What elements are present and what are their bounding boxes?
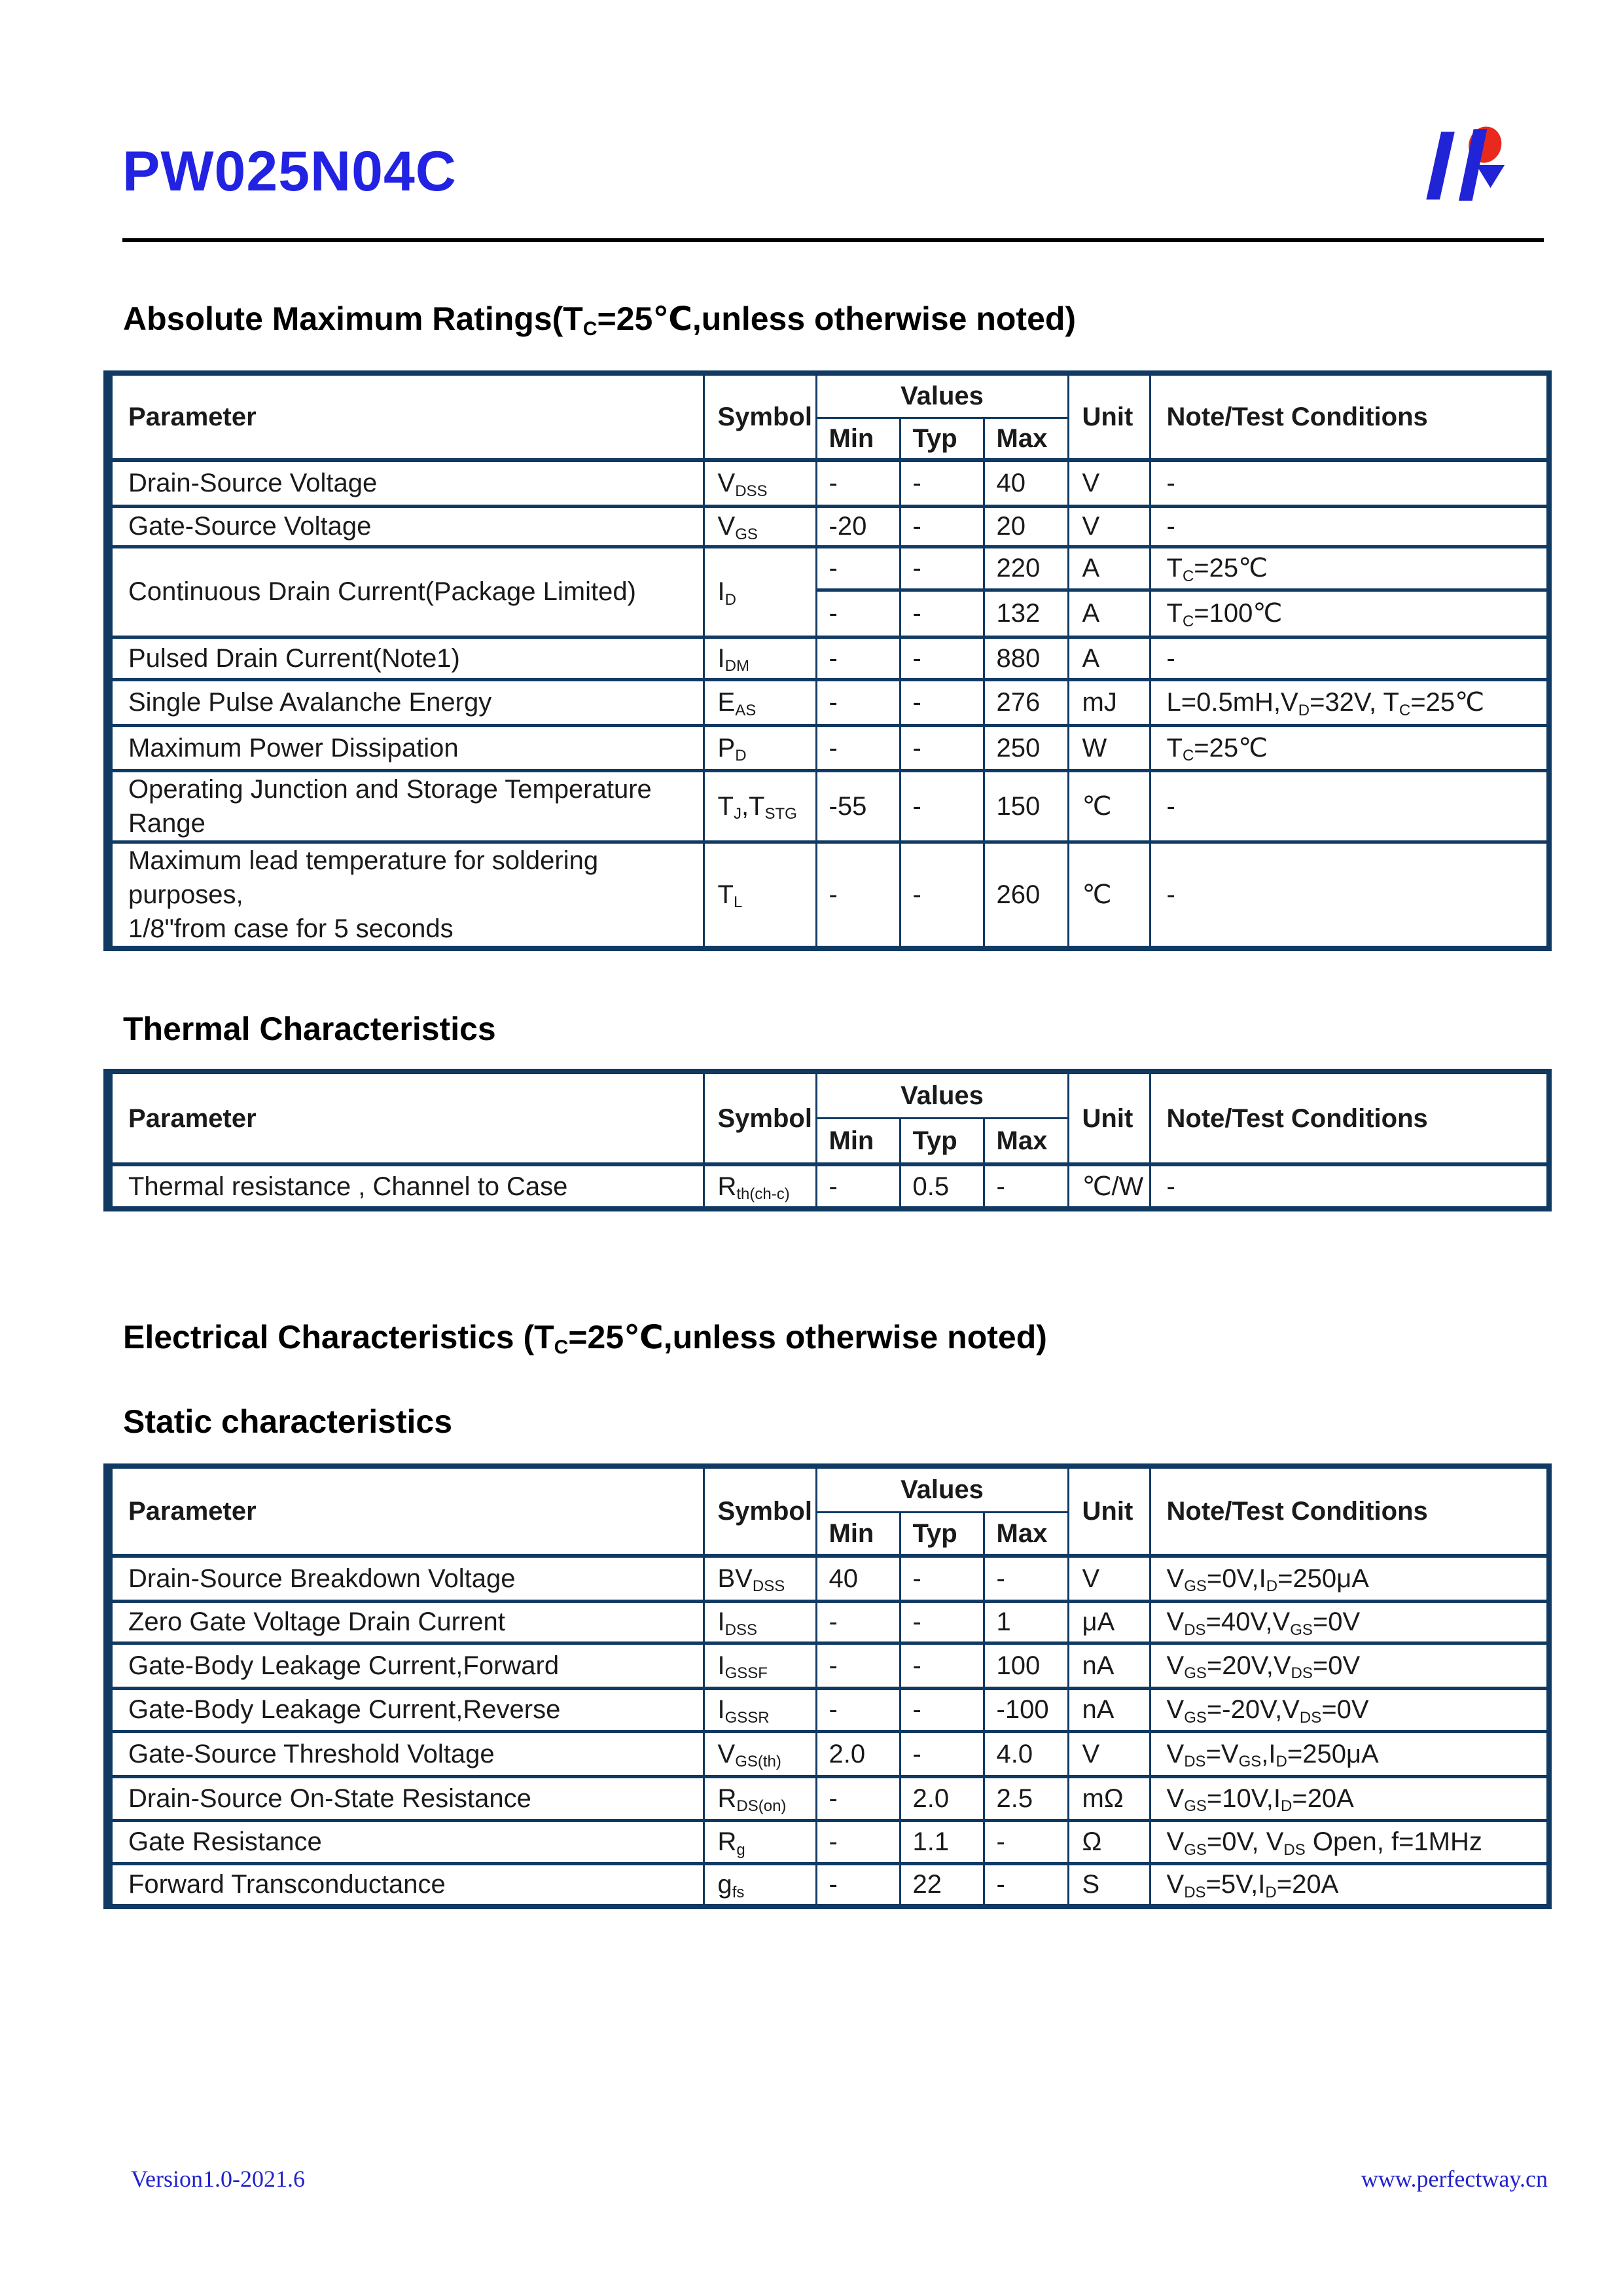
logo-blue-bar-1 xyxy=(1426,132,1454,199)
section-heading-electrical-characteristics: Electrical Characteristics ($T_C=25℃,unless$ otherwise noted) xyxy=(123,1319,1047,1359)
header-max: Max xyxy=(984,1118,1068,1164)
cell-typ: - xyxy=(900,460,984,506)
table-row xyxy=(108,1731,1549,1776)
cell-typ: - xyxy=(900,770,984,842)
cell-note: $V_{GS}=-20V,V_{DS}=0V$ xyxy=(1150,1688,1549,1731)
cell-param: Drain-Source Voltage xyxy=(108,460,704,506)
cell-sym: $I_{GSSR}$ xyxy=(704,1688,816,1731)
header-divider xyxy=(122,238,1544,242)
cell-min: - xyxy=(816,1164,900,1209)
cell-unit: V xyxy=(1068,460,1150,506)
table-row xyxy=(108,679,1549,725)
header-typ: Typ xyxy=(900,1118,984,1164)
cell-typ: - xyxy=(900,679,984,725)
cell-unit: mJ xyxy=(1068,679,1150,725)
cell-unit: A xyxy=(1068,590,1150,637)
cell-min: - xyxy=(816,1601,900,1643)
cell-typ: - xyxy=(900,1688,984,1731)
cell-sym: $g_{fs}$ xyxy=(704,1863,816,1907)
cell-note: $V_{GS}=0V$, $V_{DS}$ Open, f=1MHz xyxy=(1150,1820,1549,1863)
cell-typ: - xyxy=(900,842,984,948)
cell-typ: - xyxy=(900,506,984,547)
cell-param: Maximum Power Dissipation xyxy=(108,725,704,770)
cell-sym: $T_J,T_{STG}$ xyxy=(704,770,816,842)
cell-param: Drain-Source On-State Resistance xyxy=(108,1776,704,1820)
cell-note: - xyxy=(1150,460,1549,506)
cell-typ: - xyxy=(900,547,984,590)
cell-min: - xyxy=(816,1643,900,1688)
table-row xyxy=(108,637,1549,679)
cell-unit: nA xyxy=(1068,1643,1150,1688)
table-row xyxy=(108,1556,1549,1601)
cell-param: Pulsed Drain Current(Note1) xyxy=(108,637,704,679)
cell-min: - xyxy=(816,460,900,506)
cell-note: $V_{DS}=40V,V_{GS}=0V$ xyxy=(1150,1601,1549,1643)
table-row xyxy=(108,1776,1549,1820)
cell-note: $T_C=25℃$ xyxy=(1150,725,1549,770)
header-typ: Typ xyxy=(900,1512,984,1556)
cell-param: Gate-Body Leakage Current,Reverse xyxy=(108,1688,704,1731)
cell-sym: $BV_{DSS}$ xyxy=(704,1556,816,1601)
header-unit: Unit xyxy=(1068,373,1150,460)
cell-param: Single Pulse Avalanche Energy xyxy=(108,679,704,725)
cell-param: Operating Junction and Storage Temperature Range xyxy=(108,770,704,842)
cell-min: - xyxy=(816,547,900,590)
cell-max: - xyxy=(984,1863,1068,1907)
header-values: Values xyxy=(816,373,1068,418)
header-unit: Unit xyxy=(1068,1466,1150,1556)
cell-max: - xyxy=(984,1556,1068,1601)
table-row xyxy=(108,460,1549,506)
cell-sym: $I_{DSS}$ xyxy=(704,1601,816,1643)
cell-param: Gate Resistance xyxy=(108,1820,704,1863)
cell-min: - xyxy=(816,679,900,725)
cell-typ: - xyxy=(900,590,984,637)
header-values: Values xyxy=(816,1071,1068,1118)
cell-max: 20 xyxy=(984,506,1068,547)
header-symbol: Symbol xyxy=(704,1071,816,1164)
cell-typ: - xyxy=(900,1731,984,1776)
table-row xyxy=(108,1863,1549,1907)
cell-min: - xyxy=(816,1776,900,1820)
header-min: Min xyxy=(816,418,900,460)
cell-max: 100 xyxy=(984,1643,1068,1688)
cell-max: 276 xyxy=(984,679,1068,725)
cell-param: Gate-Source Voltage xyxy=(108,506,704,547)
cell-note: $L=0.5mH,V_D=32V$, $T_C=25℃$ xyxy=(1150,679,1549,725)
cell-max: 132 xyxy=(984,590,1068,637)
cell-param: Zero Gate Voltage Drain Current xyxy=(108,1601,704,1643)
cell-unit: Ω xyxy=(1068,1820,1150,1863)
cell-unit: ℃ xyxy=(1068,842,1150,948)
cell-note: $V_{GS}=0V,I_D=250\mu A$ xyxy=(1150,1556,1549,1601)
cell-max: 220 xyxy=(984,547,1068,590)
cell-note: - xyxy=(1150,842,1549,948)
cell-min: - xyxy=(816,725,900,770)
header-note: Note/Test Conditions xyxy=(1150,1466,1549,1556)
cell-unit: S xyxy=(1068,1863,1150,1907)
cell-typ: - xyxy=(900,637,984,679)
cell-max: -100 xyxy=(984,1688,1068,1731)
cell-min: - xyxy=(816,842,900,948)
cell-typ: 2.0 xyxy=(900,1776,984,1820)
cell-note: $V_{DS}=V_{GS},I_D=250\mu A$ xyxy=(1150,1731,1549,1776)
cell-note: $V_{GS}=20V,V_{DS}=0V$ xyxy=(1150,1643,1549,1688)
cell-max: 40 xyxy=(984,460,1068,506)
thermal-characteristics-table xyxy=(103,1069,1552,1211)
header-unit: Unit xyxy=(1068,1071,1150,1164)
header-symbol: Symbol xyxy=(704,373,816,460)
header-parameter: Parameter xyxy=(108,373,704,460)
cell-sym: $R_{DS(on)}$ xyxy=(704,1776,816,1820)
table-row xyxy=(108,506,1549,547)
cell-min: - xyxy=(816,637,900,679)
cell-typ: - xyxy=(900,1601,984,1643)
cell-typ: - xyxy=(900,1556,984,1601)
header-parameter: Parameter xyxy=(108,1071,704,1164)
table-row xyxy=(108,770,1549,842)
logo-blue-triangle xyxy=(1476,165,1505,188)
cell-min: - xyxy=(816,1820,900,1863)
cell-param: Gate-Body Leakage Current,Forward xyxy=(108,1643,704,1688)
cell-sym: $R_{th(ch-c)}$ xyxy=(704,1164,816,1209)
cell-note: $V_{GS}=10V,I_D=20A$ xyxy=(1150,1776,1549,1820)
cell-min: - xyxy=(816,590,900,637)
cell-max: - xyxy=(984,1164,1068,1209)
cell-max: 2.5 xyxy=(984,1776,1068,1820)
header-values: Values xyxy=(816,1466,1068,1512)
cell-sym: $I_{DM}$ xyxy=(704,637,816,679)
cell-sym: $R_g$ xyxy=(704,1820,816,1863)
table-row xyxy=(108,1164,1549,1209)
perfectway-logo-icon xyxy=(1408,123,1510,206)
cell-sym: $P_D$ xyxy=(704,725,816,770)
table-row xyxy=(108,1820,1549,1863)
cell-unit: V xyxy=(1068,1731,1150,1776)
static-characteristics-table xyxy=(103,1463,1552,1909)
cell-max: 250 xyxy=(984,725,1068,770)
cell-note: $T_C=25℃$ xyxy=(1150,547,1549,590)
header-typ: Typ xyxy=(900,418,984,460)
cell-note: - xyxy=(1150,506,1549,547)
cell-note: - xyxy=(1150,770,1549,842)
cell-unit: ℃/W xyxy=(1068,1164,1150,1209)
cell-param: Forward Transconductance xyxy=(108,1863,704,1907)
cell-unit: A xyxy=(1068,547,1150,590)
cell-sym: $T_L$ xyxy=(704,842,816,948)
table-row xyxy=(108,1643,1549,1688)
cell-param: Continuous Drain Current(Package Limited) xyxy=(108,547,704,637)
cell-unit: mΩ xyxy=(1068,1776,1150,1820)
header-min: Min xyxy=(816,1512,900,1556)
cell-min: 40 xyxy=(816,1556,900,1601)
cell-note: - xyxy=(1150,1164,1549,1209)
cell-note: $V_{DS}=5V,I_D=20A$ xyxy=(1150,1863,1549,1907)
footer-website-link[interactable]: www.perfectway.cn xyxy=(1361,2166,1548,2192)
cell-param: Gate-Source Threshold Voltage xyxy=(108,1731,704,1776)
table-row xyxy=(108,842,1549,948)
cell-unit: V xyxy=(1068,1556,1150,1601)
cell-max: 150 xyxy=(984,770,1068,842)
spec-table xyxy=(103,1069,1552,1211)
section-heading-thermal-characteristics: Thermal Characteristics xyxy=(123,1011,496,1047)
footer-version: Version1.0-2021.6 xyxy=(131,2166,305,2192)
cell-param: Drain-Source Breakdown Voltage xyxy=(108,1556,704,1601)
cell-sym: $V_{GS(th)}$ xyxy=(704,1731,816,1776)
absolute-maximum-ratings-table xyxy=(103,370,1552,951)
cell-sym: $I_{GSSF}$ xyxy=(704,1643,816,1688)
cell-min: - xyxy=(816,1863,900,1907)
header-max: Max xyxy=(984,1512,1068,1556)
cell-max: 880 xyxy=(984,637,1068,679)
cell-unit: A xyxy=(1068,637,1150,679)
section-heading-static-characteristics: Static characteristics xyxy=(123,1403,453,1440)
cell-sym: $I_D$ xyxy=(704,547,816,637)
cell-max: - xyxy=(984,1820,1068,1863)
cell-max: 4.0 xyxy=(984,1731,1068,1776)
cell-typ: 22 xyxy=(900,1863,984,1907)
cell-max: 260 xyxy=(984,842,1068,948)
table-row xyxy=(108,1601,1549,1643)
table-row xyxy=(108,547,1549,590)
cell-unit: nA xyxy=(1068,1688,1150,1731)
cell-unit: ℃ xyxy=(1068,770,1150,842)
table-row xyxy=(108,725,1549,770)
cell-sym: $E_{AS}$ xyxy=(704,679,816,725)
page-title: PW025N04C xyxy=(122,140,457,203)
cell-sym: $V_{DSS}$ xyxy=(704,460,816,506)
cell-typ: 0.5 xyxy=(900,1164,984,1209)
header-note: Note/Test Conditions xyxy=(1150,373,1549,460)
header-min: Min xyxy=(816,1118,900,1164)
section-heading-absolute-maximum-ratings: Absolute Maximum $Ratings(T_C=25℃,unless$ otherwise noted) xyxy=(123,300,1077,340)
cell-param: Maximum lead temperature for soldering purposes, 1/8"from case for 5 seconds xyxy=(108,842,704,948)
cell-sym: $V_{GS}$ xyxy=(704,506,816,547)
cell-max: 1 xyxy=(984,1601,1068,1643)
cell-min: -55 xyxy=(816,770,900,842)
table-row xyxy=(108,1688,1549,1731)
cell-min: 2.0 xyxy=(816,1731,900,1776)
cell-param: Thermal resistance , Channel to Case xyxy=(108,1164,704,1209)
spec-table xyxy=(103,370,1552,951)
header-max: Max xyxy=(984,418,1068,460)
cell-note: $T_C=100℃$ xyxy=(1150,590,1549,637)
cell-unit: V xyxy=(1068,506,1150,547)
cell-note: - xyxy=(1150,637,1549,679)
cell-min: - xyxy=(816,1688,900,1731)
spec-table xyxy=(103,1463,1552,1909)
header-symbol: Symbol xyxy=(704,1466,816,1556)
cell-min: -20 xyxy=(816,506,900,547)
header-note: Note/Test Conditions xyxy=(1150,1071,1549,1164)
cell-unit: μA xyxy=(1068,1601,1150,1643)
header-parameter: Parameter xyxy=(108,1466,704,1556)
cell-typ: - xyxy=(900,725,984,770)
cell-typ: - xyxy=(900,1643,984,1688)
cell-typ: 1.1 xyxy=(900,1820,984,1863)
cell-unit: W xyxy=(1068,725,1150,770)
